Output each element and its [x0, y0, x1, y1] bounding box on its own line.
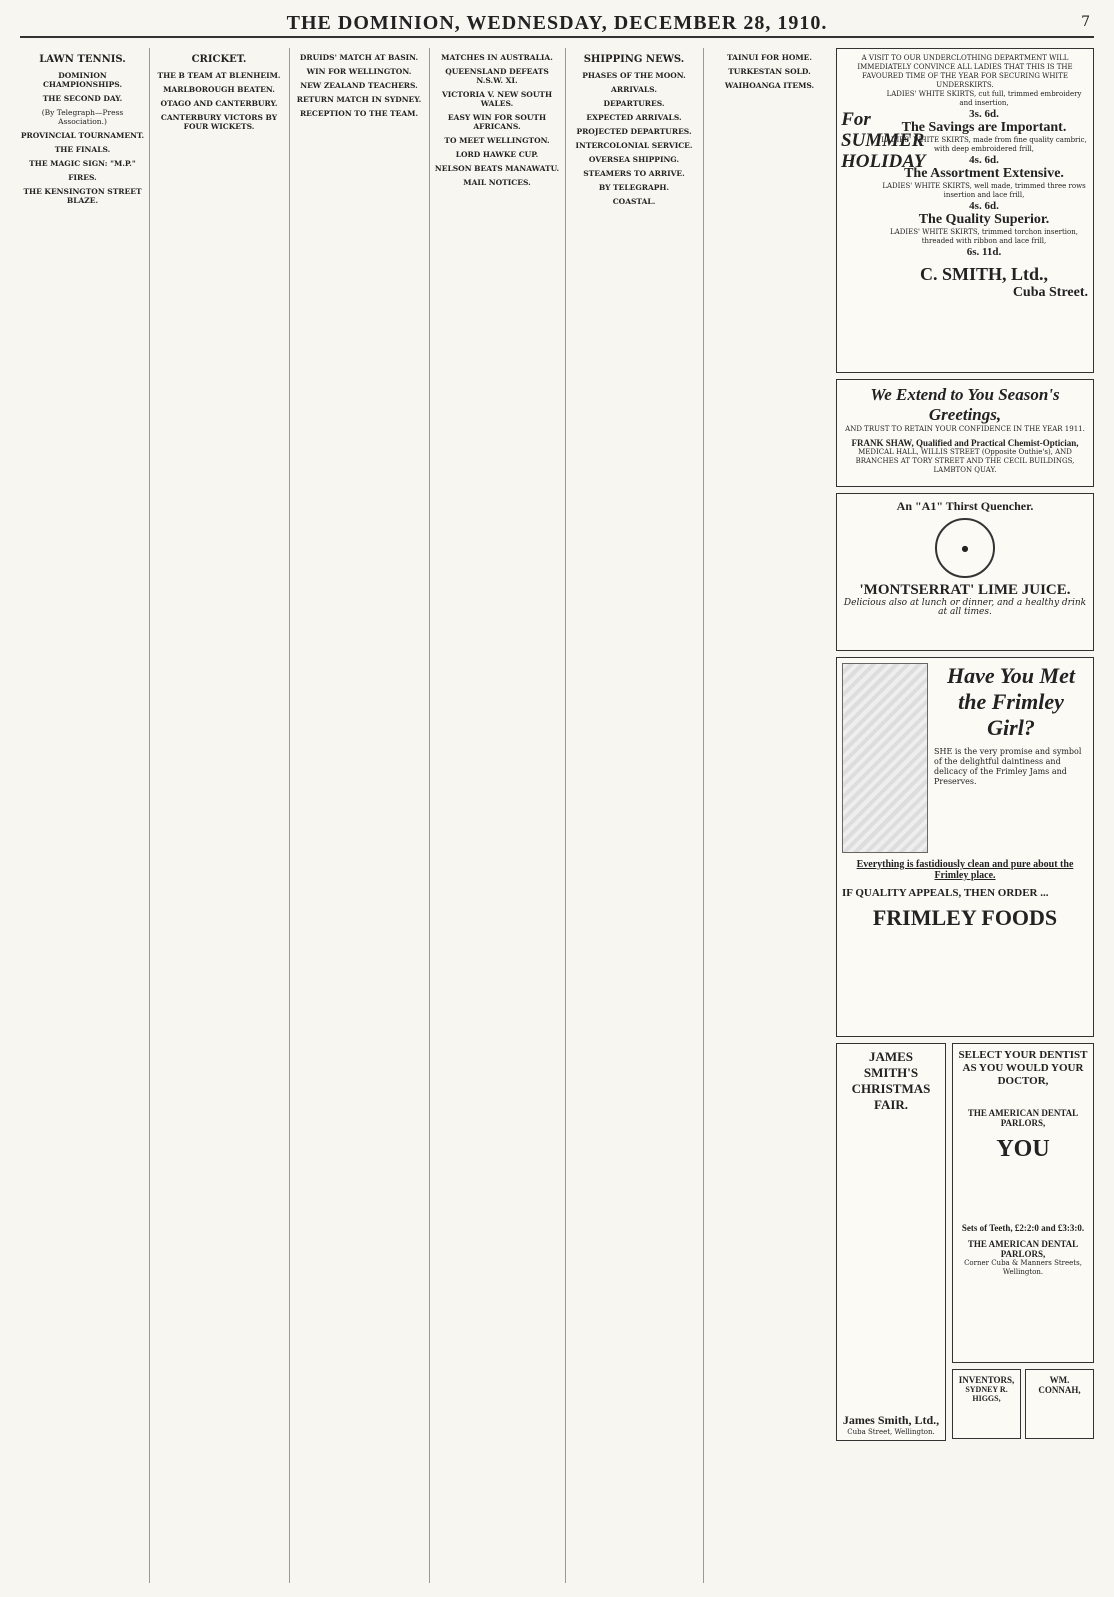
subheading: QUEENSLAND DEFEATS N.S.W. XI. — [445, 67, 549, 85]
ad-tagline: Everything is fastidiously clean and pure about the Frimley place. — [856, 859, 1074, 881]
subheading: NEW ZEALAND TEACHERS. — [300, 81, 418, 90]
ad-line: LADIES' WHITE SKIRTS, made from fine quality cambric, with deep embroidered frill, — [881, 136, 1087, 153]
ad-vertical-text: For SUMMER HOLIDAY — [841, 109, 926, 172]
ad-line: IF QUALITY APPEALS, THEN ORDER ... — [842, 887, 1049, 899]
section-heading-shipping-news: SHIPPING NEWS. — [583, 54, 685, 65]
column-1 — [20, 48, 145, 1583]
ad-brand: 'MONTSERRAT' LIME JUICE. — [859, 582, 1071, 598]
subheading: WIN FOR WELLINGTON. — [306, 67, 412, 76]
ad-name: FRANK SHAW, Qualified and Practical Chemist-Optician, — [851, 438, 1079, 448]
subheading: OVERSEA SHIPPING. — [588, 155, 680, 164]
subheading: EXPECTED ARRIVALS. — [586, 113, 682, 122]
subheading: BY TELEGRAPH. — [598, 183, 670, 192]
ad-montserrat-lime-juice — [836, 493, 1094, 651]
ad-line: AND TRUST TO RETAIN YOUR CONFIDENCE IN THE YEAR 1911. — [845, 425, 1085, 433]
subheading: THE MAGIC SIGN: "M.P." — [29, 159, 136, 168]
ad-line: Sets of Teeth, £2:2:0 and £3:3:0. — [961, 1223, 1085, 1233]
ad-james-smith-fair — [836, 1043, 946, 1441]
ad-brand: FRIMLEY FOODS — [872, 905, 1058, 930]
ad-inventors — [952, 1369, 1021, 1439]
subheading: FIRES. — [68, 173, 97, 182]
subheading: THE FINALS. — [54, 145, 111, 154]
column-divider — [149, 48, 150, 1583]
ad-price: 4s. 6d. — [969, 200, 999, 212]
column-divider — [429, 48, 430, 1583]
column-5 — [569, 48, 699, 1583]
ad-line: LADIES' WHITE SKIRTS, cut full, trimmed embroidery and insertion, — [886, 90, 1082, 107]
ad-headline: Have You Met the Frimley Girl? — [947, 663, 1075, 740]
subheading: TO MEET WELLINGTON. — [444, 136, 550, 145]
subheading: VICTORIA V. NEW SOUTH WALES. — [441, 90, 553, 108]
ad-address: Corner Cuba & Manners Streets, Wellington. — [964, 1259, 1082, 1276]
masthead — [20, 8, 1094, 38]
ad-c-smith-skirts — [836, 48, 1094, 373]
ad-headline: The Assortment Extensive. — [904, 166, 1064, 181]
ad-headline: INVENTORS, — [958, 1375, 1015, 1385]
subheading: OTAGO AND CANTERBURY. — [160, 99, 278, 108]
subheading: THE KENSINGTON STREET BLAZE. — [23, 187, 142, 205]
column-divider — [289, 48, 290, 1583]
ad-brand: THE AMERICAN DENTAL PARLORS, — [967, 1239, 1079, 1259]
newspaper-title: THE DOMINION, WEDNESDAY, DECEMBER 28, 1910. — [286, 12, 828, 34]
column-6 — [707, 48, 832, 1583]
column-4 — [433, 48, 561, 1583]
ad-american-dental-parlors — [952, 1043, 1094, 1363]
ad-line: LADIES' WHITE SKIRTS, well made, trimmed three rows insertion and lace frill, — [882, 182, 1086, 199]
column-divider — [565, 48, 566, 1583]
ad-wm-connah — [1025, 1369, 1094, 1439]
ad-address: MEDICAL HALL, WILLIS STREET (Opposite Outhie's), AND BRANCHES AT TORY STREET AND THE CECIL BUILDINGS, LAMBTON QUAY. — [855, 448, 1075, 474]
subheading: INTERCOLONIAL SERVICE. — [575, 141, 693, 150]
subheading: MATCHES IN AUSTRALIA. — [441, 53, 553, 62]
ad-name: SYDNEY R. HIGGS, — [965, 1385, 1008, 1403]
byline: (By Telegraph—Press Association.) — [41, 108, 124, 126]
ad-large-word: YOU — [996, 1136, 1050, 1162]
ad-store-name: James Smith, Ltd., — [842, 1413, 940, 1427]
frimley-girl-illustration — [842, 663, 928, 853]
ad-headline: An "A1" Thirst Quencher. — [896, 499, 1034, 513]
subheading: STEAMERS TO ARRIVE. — [583, 169, 685, 178]
subheading: DEPARTURES. — [603, 99, 665, 108]
subheading: RECEPTION TO THE TEAM. — [299, 109, 419, 118]
subheading: MARLBOROUGH BEATEN. — [163, 85, 275, 94]
page-number: 7 — [1081, 14, 1090, 30]
ad-headline: We Extend to You Season's Greetings, — [870, 385, 1060, 424]
subheading: PROVINCIAL TOURNAMENT. — [20, 131, 145, 140]
ad-headline: SELECT YOUR DENTIST AS YOU WOULD YOUR DOCTOR, — [958, 1049, 1088, 1087]
subheading: TURKESTAN SOLD. — [728, 67, 811, 76]
subheading: COASTAL. — [612, 197, 656, 206]
subheading: THE SECOND DAY. — [42, 94, 123, 103]
column-divider — [703, 48, 704, 1583]
subheading: LORD HAWKE CUP. — [455, 150, 539, 159]
advertisements-column — [836, 48, 1094, 1583]
subheading: RETURN MATCH IN SYDNEY. — [296, 95, 422, 104]
subheading: PROJECTED DEPARTURES. — [576, 127, 692, 136]
subheading: ARRIVALS. — [611, 85, 657, 94]
ad-brand: THE AMERICAN DENTAL PARLORS, — [967, 1108, 1079, 1128]
ad-price: 3s. 6d. — [969, 108, 999, 120]
ad-line: LADIES' WHITE SKIRTS, trimmed torchon insertion, threaded with ribbon and lace frill, — [890, 228, 1078, 245]
ad-headline: JAMES SMITH'S CHRISTMAS FAIR. — [851, 1049, 931, 1112]
column-2 — [153, 48, 285, 1583]
ad-name: WM. CONNAH, — [1038, 1375, 1081, 1395]
subheading: CANTERBURY VICTORS BY FOUR WICKETS. — [160, 113, 278, 131]
ad-headline: The Savings are Important. — [901, 120, 1067, 135]
ad-frank-shaw — [836, 379, 1094, 487]
subheading: NELSON BEATS MANAWATU. — [434, 164, 560, 173]
column-3 — [293, 48, 425, 1583]
ad-intro: A VISIT TO OUR UNDERCLOTHING DEPARTMENT WILL IMMEDIATELY CONVINCE ALL LADIES THAT THIS IS THE FAVOURED TIME OF THE YEAR FOR SECURING WHITE UNDERSKIRTS. — [857, 54, 1073, 89]
subheading: DOMINION CHAMPIONSHIPS. — [42, 71, 123, 89]
ad-line: Delicious also at lunch or dinner, and a healthy drink at all times. — [843, 598, 1087, 617]
ad-headline: The Quality Superior. — [918, 212, 1050, 227]
section-heading-cricket: CRICKET. — [191, 54, 247, 65]
subheading: DRUIDS' MATCH AT BASIN. — [299, 53, 419, 62]
subheading: THE B TEAM AT BLENHEIM. — [157, 71, 281, 80]
ad-street: Cuba Street, Wellington. — [847, 1428, 935, 1436]
ad-price: 6s. 11d. — [966, 246, 1002, 258]
subheading: MAIL NOTICES. — [463, 178, 531, 187]
ad-street: Cuba Street. — [1012, 285, 1088, 300]
subheading: EASY WIN FOR SOUTH AFRICANS. — [447, 113, 547, 131]
subheading: PHASES OF THE MOON. — [582, 71, 686, 80]
subheading: TAINUI FOR HOME. — [727, 53, 812, 62]
ad-frimley-foods — [836, 657, 1094, 1037]
ad-store-name: C. SMITH, Ltd., — [919, 264, 1049, 284]
lime-bottle-illustration: ● — [935, 518, 995, 578]
section-heading-lawn-tennis: LAWN TENNIS. — [39, 54, 126, 65]
subheading: WAIHOANGA ITEMS. — [724, 81, 815, 90]
ad-price: 4s. 6d. — [969, 154, 999, 166]
ad-line: SHE is the very promise and symbol of the delightful daintiness and delicacy of the Frimley Jams and Preserves. — [934, 747, 1082, 786]
